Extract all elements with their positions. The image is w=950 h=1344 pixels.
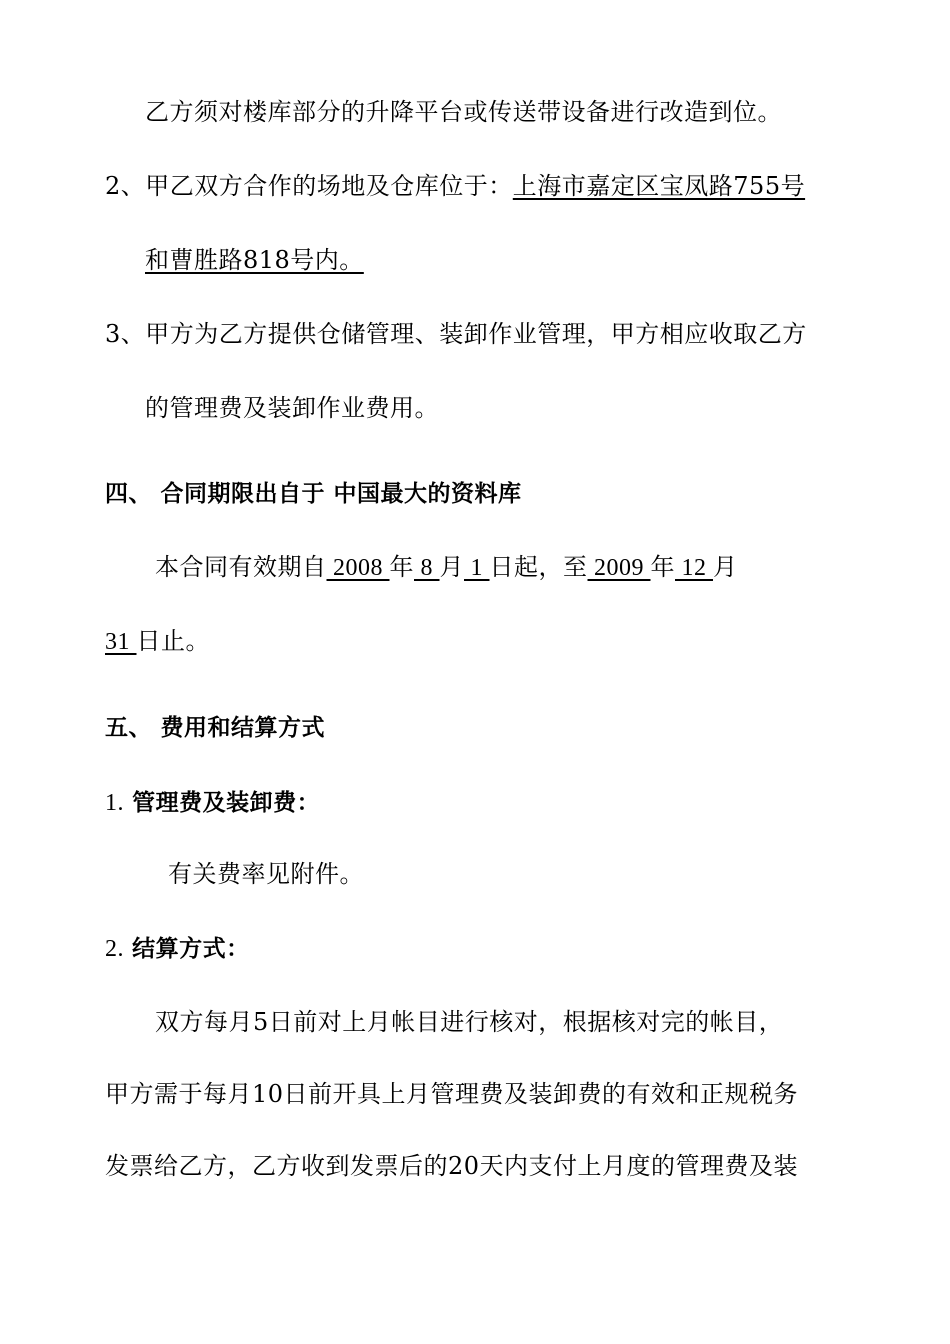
settlement-line-3: 发票给乙方，乙方收到发票后的20天内支付上月度的管理费及装 <box>105 1152 799 1180</box>
subsection-1 <box>105 787 320 818</box>
start-day: 1 <box>464 555 490 581</box>
subsection-title: 结算方式： <box>132 936 250 962</box>
clause-3-cont: 的管理费及装卸作业费用。 <box>145 394 439 422</box>
paragraph-line: 乙方须对楼库部分的升降平台或传送带设备进行改造到位。 <box>145 98 782 126</box>
start-day-suffix: 日起，至 <box>489 553 588 581</box>
section-4-heading: 四、 合同期限出自于 中国最大的资料库 <box>105 481 522 507</box>
section-5-heading: 五、 费用和结算方式 <box>105 715 326 741</box>
end-day: 31 <box>105 629 137 655</box>
term-prefix: 本合同有效期自 <box>155 553 327 581</box>
end-year: 2009 <box>587 555 651 581</box>
clause-2-cont <box>145 245 364 275</box>
settlement-line-2: 甲方需于每月10日前开具上月管理费及装卸费的有效和正规税务 <box>105 1080 799 1108</box>
month-char: 月 <box>713 553 738 581</box>
month-char: 月 <box>439 553 464 581</box>
start-month: 8 <box>414 555 440 581</box>
subsection-number: 2. <box>105 936 124 962</box>
rate-note: 有关费率见附件。 <box>168 860 364 888</box>
year-char: 年 <box>389 553 414 581</box>
subsection-2 <box>105 933 250 964</box>
address-line-1: 上海市嘉定区宝凤路755号 <box>512 172 806 200</box>
end-suffix: 日止。 <box>136 627 210 655</box>
term-paragraph <box>155 552 738 583</box>
clause-3 <box>105 319 807 349</box>
start-year: 2008 <box>326 555 390 581</box>
clause-2 <box>105 171 805 201</box>
subsection-number: 1. <box>105 790 124 816</box>
clause-text: 甲方为乙方提供仓储管理、装卸作业管理，甲方相应收取乙方 <box>145 320 807 348</box>
year-char: 年 <box>650 553 675 581</box>
subsection-title: 管理费及装卸费： <box>132 790 321 816</box>
clause-number: 3、 <box>105 320 146 348</box>
clause-number: 2、 <box>105 172 146 200</box>
address-line-2: 和曹胜路818号内。 <box>145 246 364 274</box>
term-paragraph-cont <box>105 626 210 657</box>
end-month: 12 <box>675 555 713 581</box>
settlement-line-1: 双方每月5日前对上月帐目进行核对，根据核对完的帐目， <box>155 1008 784 1036</box>
clause-text: 甲乙双方合作的场地及仓库位于： <box>145 172 513 200</box>
